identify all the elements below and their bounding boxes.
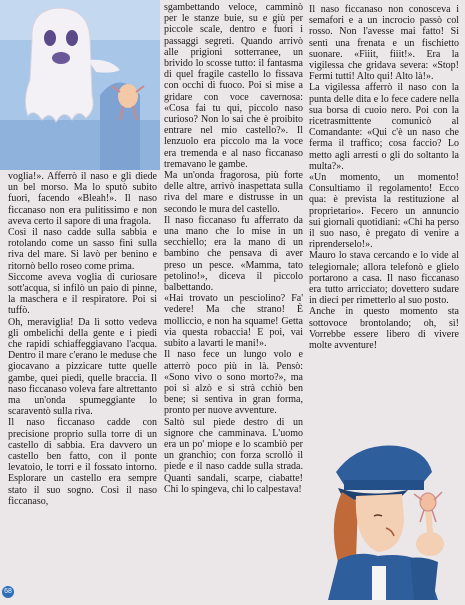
- paragraph: Il naso ficcanaso non conosceva i semafori e a un incrocio passò col rosso. Non l'avesse mai fatto! Si sentì una frenata e un fischietto suonare. «Fiiit, fiiit!». Era la vigilessa che gridava severa: «Stop! Fermi tutti! Alto qui! Alto là!».: [309, 4, 459, 83]
- paragraph: Saltò sul piede destro di un signore che camminava. L'uomo era un po' miope e lo scambiò per un granchio; con forza scrollò il piede e il naso cadde sulla strada. Quanti sandali, scarpe, ciabatte! Chi lo spingeva, chi lo calpestava!: [164, 416, 303, 495]
- text-column-2: [164, 2, 303, 598]
- text-column-3: [309, 4, 459, 430]
- paragraph: sgambettando veloce, camminò per le stanze buie, su e giù per piccole scale, dentro e fuori i passaggi segreti. Quando arrivò alle prigioni sotterranee, un brivido lo scosse tutto: il fantasma di quel fragile castello lo fissava con occhi di fuoco. Poi si mise a gridare con voce cavernosa: «Cosa fai tu qui, piccolo naso curioso? Non lo sai che è proibito entrare nel mio castello?». Il lenzuolo era piccolo ma la voce era tremenda e al naso ficcanaso tremavano le gambe.: [164, 2, 303, 170]
- paragraph: Il naso ficcanaso fu afferrato da una mano che lo mise in un secchiello; era la mano di un bambino che pensava di aver preso un pesce. «Mamma, tato petolino!», diceva il piccolo balbettando.: [164, 214, 303, 294]
- paragraph: Così il naso cadde sulla sabbia e rotolando come un sasso finì sulla riva del mare. Si lavò per benino e ritornò bello roseo come prima.: [8, 227, 157, 272]
- paragraph: Siccome aveva voglia di curiosare sott'acqua, si infilò un paio di pinne, la maschera e il respiratore. Poi si tuffò.: [8, 271, 157, 317]
- page-number: 68: [2, 586, 14, 598]
- paragraph: Anche in questo momento sta sottovoce brontolando; oh, sì! Vorrebbe essere libero di vivere molte avventure!: [309, 306, 459, 352]
- paragraph: Il naso ficcanaso cadde con precisione proprio sulla torre di un castello di sabbia. Era davvero un castello ben fatto, con il ponte levatoio, le torri e il fossato intorno. Esplorare un castello era sempre stato il suo sogno. Così il naso ficcanaso,: [8, 417, 157, 507]
- ghost-scene-drawing: [0, 0, 160, 170]
- paragraph: voglia!». Afferrò il naso e gli diede un bel morso. Ma lo sputò subito fuori, facendo «Bleah!». Il naso ficcanaso non era pulitissimo e non aveva certo il sapore di una fragola.: [8, 171, 157, 227]
- traffic-officer-illustration: [298, 432, 465, 600]
- paragraph: Ma un'onda fragorosa, più forte delle altre, arrivò inaspettata sulla riva del mare e distrusse in un secondo le mura del castello.: [164, 170, 303, 215]
- paragraph: La vigilessa afferrò il naso con la punta delle dita e lo fece cadere nella sua borsa di cuoio nero. Poi con la ricetrasmittente comunicò al Comandante: «Qui c'è un naso che ferma il traffico; cosa faccio? Lo metto agli arresti o gli do soltanto la multa?».: [309, 82, 459, 172]
- paragraph: Mauro lo stava cercando e lo vide al telegiornale; allora telefonò e glielo portarono a casa. Il naso ficcanaso era tutto arricciato; dovettero sudare in dieci per rimetterlo al suo posto.: [309, 250, 459, 307]
- ghost-illustration: [0, 0, 160, 170]
- paragraph: Il naso fece un lungo volo e atterrò poco più in là. Pensò: «Sono vivo o sono morto?», ma poi si alzò e si strà cchiò ben bene; si sentiva in gran forma, pronto per nuove avventure.: [164, 349, 303, 417]
- paragraph: «Hai trovato un pesciolino? Fa' vedere! Ma che strano! È molliccio, e non ha squame! Getta via questa robaccia! E poi, vai subito a lavarti le mani!».: [164, 293, 303, 350]
- officer-drawing: [298, 432, 465, 600]
- paragraph: Oh, meraviglia! Da lì sotto vedeva gli ombelichi della gente e i piedi che rapidi schiaffeggiavano l'acqua. Dentro il mare c'erano le meduse che giocavano a pizzicare tutte quelle gambe, quei piedi, quelle braccia. Il naso ficcanaso voleva fare altrettanto ma un'onda spumeggiante lo scaraventò sulla riva.: [8, 316, 157, 418]
- text-column-1: [8, 171, 157, 591]
- paragraph: «Un momento, un momento! Consultiamo il regolamento! Ecco qua: è prevista la restituzione al proprietario». Fecero un annuncio sui giornali quotidiani: «Chi ha perso il suo naso, è pregato di venire a riprenderselo!».: [309, 172, 459, 251]
